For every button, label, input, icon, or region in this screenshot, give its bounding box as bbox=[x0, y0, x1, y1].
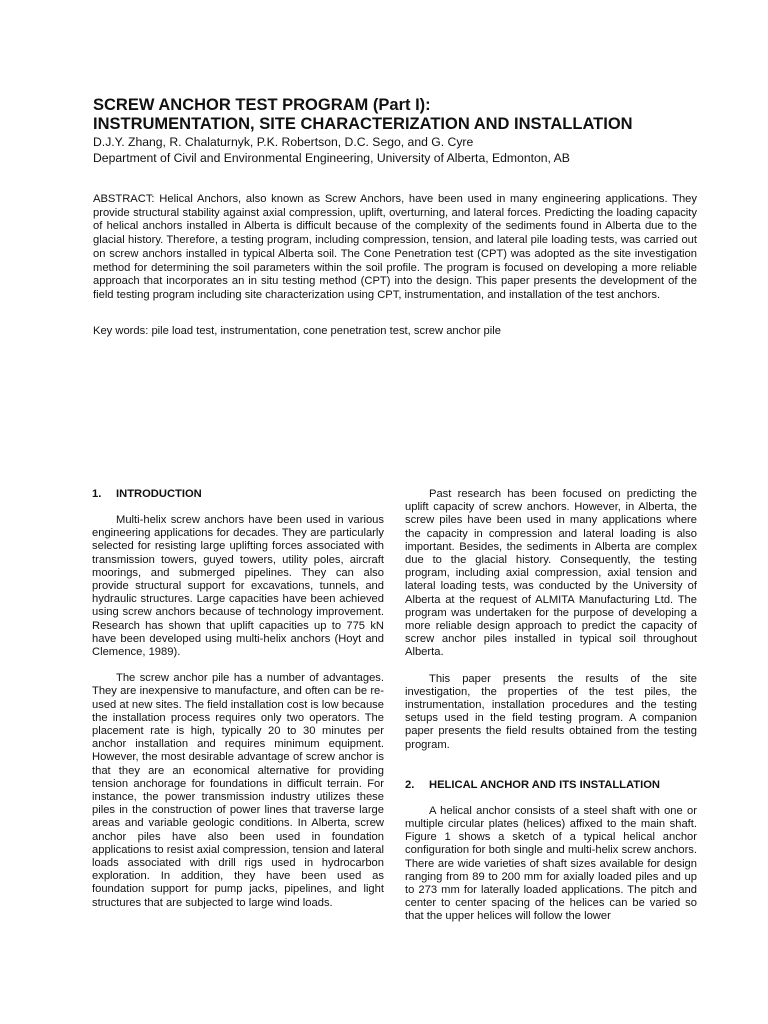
section-1-number: 1. bbox=[92, 488, 102, 500]
abstract: ABSTRACT: Helical Anchors, also known as Screw Anchors, have been used in many engineering applications. They provide structural stability against axial compression, uplift, overturning, and lateral forces. Predicting the loading capacity of helical anchors installed in Alberta is difficult because of the complexity of the sediments found in Alberta due to the glacial history. Therefore, a testing program, including compression, tension, and lateral pile loading tests, was carried out on screw anchors installed in typical Alberta soil. The Cone Penetration test (CPT) was adopted as the site investigation method for determining the soil parameters within the soil profile. The program is focused on developing a more reliable approach that incorporates an in situ testing method (CPT) into the design. This paper presents the development of the field testing program including site characterization using CPT, instrumentation, and installation of the test anchors. bbox=[93, 193, 697, 301]
authors: D.J.Y. Zhang, R. Chalaturnyk, P.K. Robertson, D.C. Sego, and G. Cyre bbox=[93, 135, 474, 149]
intro-paragraph-1: Multi-helix screw anchors have been used in various engineering applications for decades. They are particularly selected for resisting large uplifting forces associated with transmission towers, guyed towers, utility poles, aircraft moorings, and submerged pipelines. They can also provide structural support for excavations, tunnels, and hydraulic structures. Large capacities have been achieved using screw anchors because of technology improvement. Research has shown that uplift capacities up to 775 kN have been developed using multi-helix anchors (Hoyt and Clemence, 1989). bbox=[92, 514, 384, 659]
intro-paragraph-3: Past research has been focused on predicting the uplift capacity of screw anchors. However, in Alberta, the screw piles have been used in many applications where the capacity in compression and lateral loading is also important. Besides, the sediments in Alberta are complex due to the glacial history. Consequently, the testing program, including axial compression, axial tension and lateral loading tests, was conducted by the University of Alberta at the request of ALMITA Manufacturing Ltd. The program was undertaken for the purpose of developing a more reliable design approach to predict the capacity of screw anchor piles installed in typical soil throughout Alberta. bbox=[405, 488, 697, 659]
author-block bbox=[93, 134, 733, 166]
left-column bbox=[92, 488, 384, 910]
section-2-title: HELICAL ANCHOR AND ITS INSTALLATION bbox=[429, 778, 660, 791]
affiliation: Department of Civil and Environmental Engineering, University of Alberta, Edmonton, AB bbox=[93, 151, 570, 165]
keywords: Key words: pile load test, instrumentation, cone penetration test, screw anchor pile bbox=[93, 325, 501, 337]
title-line-1: SCREW ANCHOR TEST PROGRAM (Part I): bbox=[93, 96, 431, 114]
section-1-heading bbox=[92, 488, 384, 501]
right-column bbox=[405, 488, 697, 924]
helical-anchor-paragraph-1: A helical anchor consists of a steel shaft with one or multiple circular plates (helices) affixed to the main shaft. Figure 1 shows a sketch of a typical helical anchor configuration for both single and multi-helix screw anchors. There are wide varieties of shaft sizes available for design ranging from 89 to 200 mm for axially loaded piles and up to 273 mm for laterally loaded applications. The pitch and center to center spacing of the helices can be varied so that the upper helices will follow the lower bbox=[405, 804, 697, 923]
paper-title bbox=[93, 96, 733, 134]
section-2-heading bbox=[405, 779, 697, 792]
intro-paragraph-4: This paper presents the results of the site investigation, the properties of the test piles, the instrumentation, installation procedures and the testing setups used in the field testing program. A companion paper presents the field results obtained from the testing program. bbox=[405, 672, 697, 751]
intro-paragraph-2: The screw anchor pile has a number of advantages. They are inexpensive to manufacture, and often can be re-used at new sites. The field installation cost is low because the installation process requires only two operators. The placement rate is high, typically 20 to 30 minutes per anchor installation and requires minimum equipment. However, the most desirable advantage of screw anchor is that they are an economical alternative for providing tension anchorage for foundations in difficult terrain. For instance, the power transmission industry utilizes these piles in the construction of power lines that traverse large areas and variable geologic conditions. In Alberta, screw anchor piles have also been used in foundation applications to resist axial compression, tension and lateral loads associated with drill rigs used in hydrocarbon exploration. In addition, they have been used as foundation support for pump jacks, pipelines, and light structures that are subjected to large wind loads. bbox=[92, 672, 384, 909]
title-line-2: INSTRUMENTATION, SITE CHARACTERIZATION AND INSTALLATION bbox=[93, 115, 633, 133]
section-1-title: INTRODUCTION bbox=[116, 488, 202, 500]
section-2-number: 2. bbox=[405, 778, 415, 791]
